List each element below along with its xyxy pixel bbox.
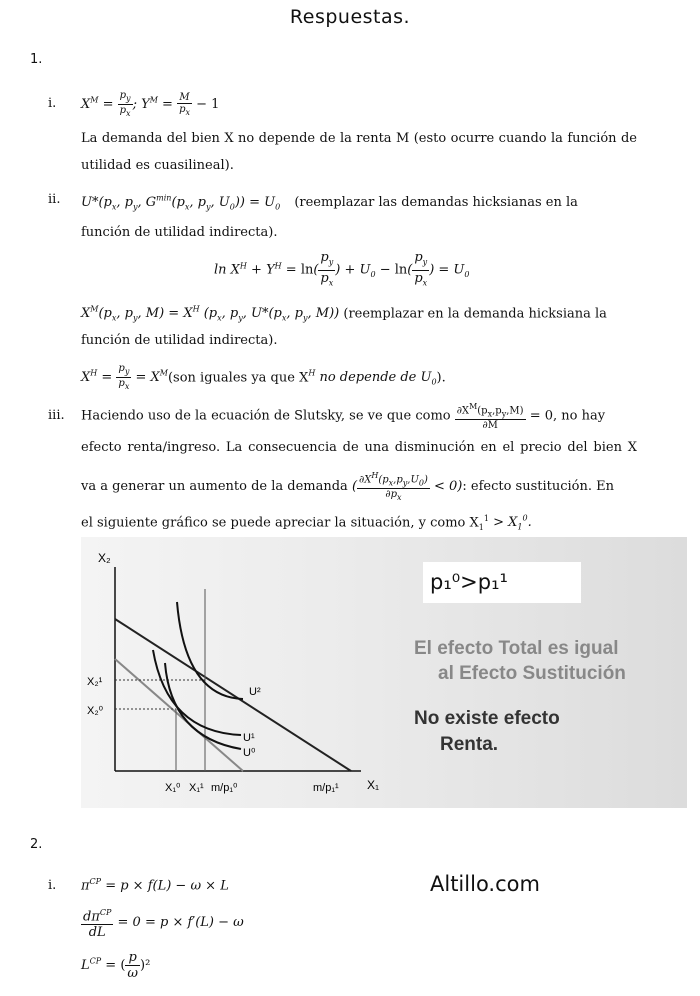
label-u1: U¹ xyxy=(243,732,255,744)
question-2-number: 2. xyxy=(30,837,43,852)
q2-profit-equation: $\pi^{CP} = p \times f(L) - \omega \times L$ xyxy=(81,877,229,894)
q1-ii-center-equation: $\ln X^H + Y^H = \ln$( $\frac{p_y}{p_x}$ ) + $U_0 - \ln$( $\frac{p_y}{p_x}$ ) = $U_0$ xyxy=(214,250,470,288)
q1-ii-line4: función de utilidad indirecta). xyxy=(81,333,278,348)
q2-foc-equation: $\frac{d\pi^{CP}}{dL}$ = 0 = p × f′(L) − ω xyxy=(81,905,244,940)
label-u2: U² xyxy=(249,686,261,698)
budget-line-old xyxy=(115,659,243,771)
q1-iii-label: iii. xyxy=(48,408,65,423)
axis-y-label: X₂ xyxy=(98,551,111,565)
no-income-effect-line1: No existe efecto xyxy=(414,708,560,729)
label-m-p1-1: m/p₁¹ xyxy=(313,782,339,794)
curve-u2 xyxy=(177,602,243,699)
label-x2-0: X₂⁰ xyxy=(87,705,104,717)
q1-ii-line5: $X^H$ = $\frac{p_y}{p_x}$ = $X^M(son$ iguales ya que $X^H$ no depende de $U_0$). xyxy=(81,363,446,392)
price-inequality: p₁⁰>p₁¹ xyxy=(430,570,508,594)
label-x2-1: X₂¹ xyxy=(87,676,103,688)
label-x1-1: X₁¹ xyxy=(189,782,204,794)
label-u0: U⁰ xyxy=(243,747,256,759)
q1-iii-line3: va a generar un aumento de la demanda ( $\frac{\partial X^H(p_x,p_y,U_0)}{\partial p_x}$ < 0): efecto sustitución. En xyxy=(81,471,615,503)
label-x1-0: X₁⁰ xyxy=(165,782,181,794)
q1-i-text: La demanda del bien X no depende de la renta M (esto ocurre cuando la función de utilidad es cuasilineal). xyxy=(81,131,637,173)
q1-i-label: i. xyxy=(48,96,57,111)
q1-ii-label: ii. xyxy=(48,192,61,207)
q1-ii-line2: función de utilidad indirecta). xyxy=(81,225,278,240)
q1-iii-line4: el siguiente gráfico se puede apreciar la situación, y como $X_1^1 > X_1^0$. xyxy=(81,514,532,532)
question-1-number: 1. xyxy=(30,52,43,67)
q1-ii-line3: $X^M(p_x$, $p_y$, $M) = X^H$ ($p_x$, $p_y$, $U*(p_x$, $p_y$, M)) (reemplazar en la demanda hicksiana la xyxy=(81,305,607,323)
total-effect-line1: El efecto Total es igual xyxy=(414,638,619,659)
q1-iii-line2: efecto renta/ingreso. La consecuencia de una disminución en el precio del bien X xyxy=(81,440,637,455)
label-m-p1-0: m/p₁⁰ xyxy=(211,782,238,794)
q2-labor-equation: $L^{CP}$ = ( $\frac{p}{\omega}$ )² xyxy=(81,950,151,981)
q1-i-equation: $X^M$ = $\frac{p_y}{p_x}$ ; $Y^M$ = $\frac{M}{p_x}$ − 1 xyxy=(81,90,220,118)
no-income-effect-line2: Renta. xyxy=(440,734,499,755)
axis-x-label: X₁ xyxy=(367,778,380,792)
watermark-text: Altillo.com xyxy=(430,872,540,896)
total-effect-line2: al Efecto Sustitución xyxy=(438,663,626,684)
q2-i-label: i. xyxy=(48,878,57,893)
q1-ii-line1: $U*(p_x$, $p_y$, $G^{min}(p_x$, $p_y$, $U_0)) = U_0$ (reemplazar las demandas hicksianas en la xyxy=(81,194,578,212)
page-title: Respuestas. xyxy=(289,6,411,28)
q1-iii-line1: Haciendo uso de la ecuación de Slutsky, se ve que como $\frac{\partial X^M(p_x,p_y,M)}{\partial M}$ = 0, no hay xyxy=(81,402,606,432)
